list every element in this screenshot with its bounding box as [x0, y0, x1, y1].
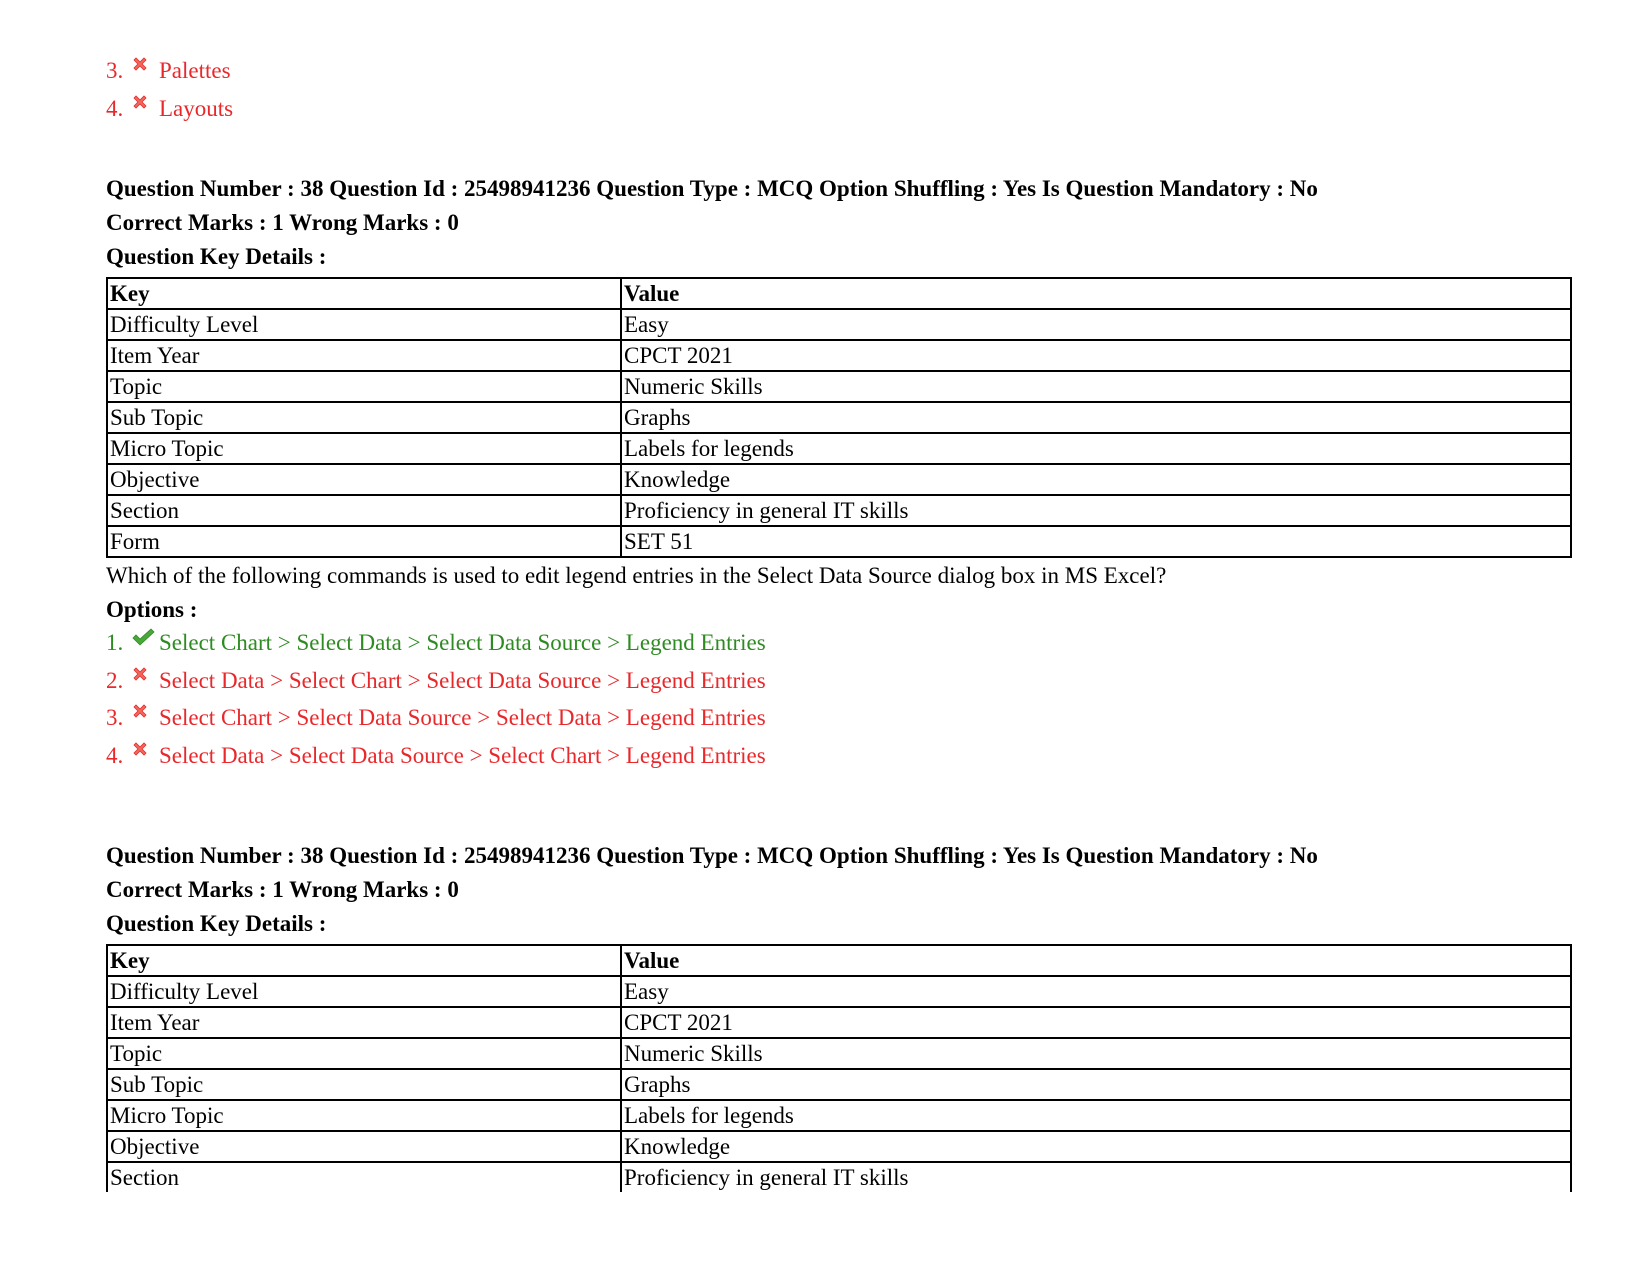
row-key: Objective [107, 464, 621, 495]
option-text: Select Chart > Select Data > Select Data Source > Legend Entries [159, 630, 766, 655]
cross-icon [131, 665, 159, 683]
table-header-value: Value [621, 278, 1571, 309]
row-value: Knowledge [621, 1131, 1571, 1162]
option-item [106, 97, 233, 135]
option-item [106, 669, 1572, 707]
row-value: Easy [621, 309, 1571, 340]
previous-options [106, 59, 233, 134]
table-row [107, 526, 1571, 557]
row-value: Labels for legends [621, 1100, 1571, 1131]
row-key: Sub Topic [107, 402, 621, 433]
option-number: 2. [106, 667, 124, 693]
table-row [107, 1162, 1571, 1192]
option-number: 3. [106, 58, 124, 83]
table-row [107, 976, 1571, 1007]
row-value: Graphs [621, 402, 1571, 433]
row-key: Micro Topic [107, 433, 621, 464]
row-key: Difficulty Level [107, 976, 621, 1007]
cross-icon [131, 740, 159, 758]
table-row [107, 340, 1571, 371]
row-value: CPCT 2021 [621, 340, 1571, 371]
row-value: Graphs [621, 1069, 1571, 1100]
row-value: SET 51 [621, 526, 1571, 557]
row-value: Numeric Skills [621, 1038, 1571, 1069]
table-row [107, 1131, 1571, 1162]
row-key: Item Year [107, 1007, 621, 1038]
option-text: Select Data > Select Data Source > Select Chart > Legend Entries [159, 742, 766, 768]
table-row [107, 1007, 1571, 1038]
row-key: Micro Topic [107, 1100, 621, 1131]
table-header-key: Key [107, 278, 621, 309]
option-number: 4. [106, 95, 124, 121]
row-key: Form [107, 526, 621, 557]
table-row [107, 1038, 1571, 1069]
table-row [107, 402, 1571, 433]
key-details-label: Question Key Details : [106, 244, 327, 269]
cross-icon [131, 702, 159, 720]
row-value: Proficiency in general IT skills [621, 1162, 1571, 1192]
option-item [106, 631, 1572, 669]
row-value: Numeric Skills [621, 371, 1571, 402]
question-header: Question Number : 38 Question Id : 25498941236 Question Type : MCQ Option Shuffling : Yes Is Question Mandatory : No [106, 843, 1318, 868]
table-row [107, 464, 1571, 495]
option-item [106, 744, 1572, 782]
row-value: Proficiency in general IT skills [621, 495, 1571, 526]
options-list [106, 631, 1572, 781]
table-row [107, 309, 1571, 340]
row-value: Easy [621, 976, 1571, 1007]
option-number: 4. [106, 742, 124, 768]
row-key: Topic [107, 371, 621, 402]
table-header-row [107, 278, 1571, 309]
option-item [106, 706, 1572, 744]
option-item [106, 59, 233, 97]
key-details-label: Question Key Details : [106, 911, 327, 936]
cross-icon [131, 55, 159, 73]
check-icon [131, 627, 159, 647]
table-row [107, 433, 1571, 464]
option-text: Palettes [159, 58, 231, 83]
marks-line: Correct Marks : 1 Wrong Marks : 0 [106, 877, 459, 902]
table-row [107, 1100, 1571, 1131]
option-text: Select Chart > Select Data Source > Select Data > Legend Entries [159, 705, 766, 730]
marks-line: Correct Marks : 1 Wrong Marks : 0 [106, 210, 459, 235]
row-value: CPCT 2021 [621, 1007, 1571, 1038]
row-key: Difficulty Level [107, 309, 621, 340]
option-number: 3. [106, 705, 124, 730]
table-row [107, 371, 1571, 402]
row-key: Section [107, 495, 621, 526]
table-header-row [107, 945, 1571, 976]
cross-icon [131, 93, 159, 111]
row-key: Topic [107, 1038, 621, 1069]
table-header-key: Key [107, 945, 621, 976]
table-header-value: Value [621, 945, 1571, 976]
table-row [107, 1069, 1571, 1100]
key-details-table [106, 944, 1572, 1192]
options-label: Options : [106, 597, 198, 622]
table-row [107, 495, 1571, 526]
row-key: Sub Topic [107, 1069, 621, 1100]
option-text: Select Data > Select Chart > Select Data Source > Legend Entries [159, 667, 766, 693]
question-block [106, 839, 1572, 1192]
question-block [106, 172, 1572, 781]
question-text: Which of the following commands is used to edit legend entries in the Select Data Source dialog box in MS Excel? [106, 563, 1167, 588]
row-key: Section [107, 1162, 621, 1192]
row-key: Objective [107, 1131, 621, 1162]
row-value: Knowledge [621, 464, 1571, 495]
option-number: 1. [106, 630, 124, 655]
row-value: Labels for legends [621, 433, 1571, 464]
key-details-table [106, 277, 1572, 558]
row-key: Item Year [107, 340, 621, 371]
question-header: Question Number : 38 Question Id : 25498941236 Question Type : MCQ Option Shuffling : Yes Is Question Mandatory : No [106, 176, 1318, 201]
option-text: Layouts [159, 95, 234, 121]
